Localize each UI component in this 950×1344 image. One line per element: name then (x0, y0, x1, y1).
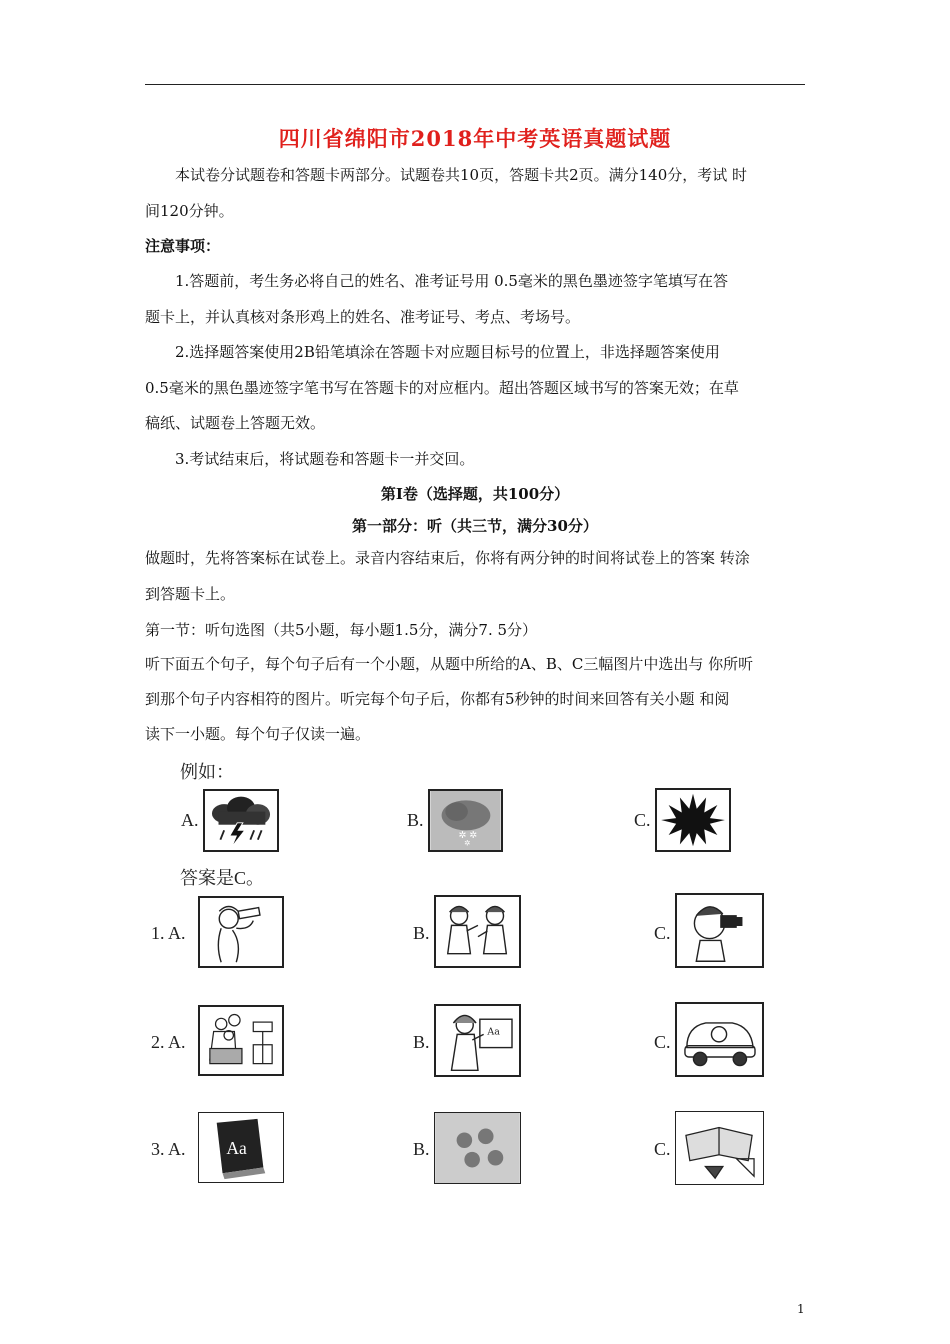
boy-with-camera-icon (675, 893, 764, 968)
board-text: Aa (487, 1026, 500, 1038)
q3-option-c: C. (654, 1139, 671, 1159)
page-number: 1 (797, 1302, 805, 1316)
snow-cloud-icon (428, 789, 503, 852)
part-heading: 第一部分：听（共三节，满分30分） (352, 517, 598, 535)
teacher-at-board-icon (434, 1004, 521, 1077)
q1-option-c: C. (654, 923, 671, 943)
q2-option-b: B. (413, 1032, 430, 1052)
example-label: 例如： (180, 762, 234, 782)
part-intro-line-1: 做题时，先将答案标在试卷上。录音内容结束后，你将有两分钟的时间将试卷上的答案 转涂 (145, 549, 750, 567)
storm-cloud-icon (203, 789, 279, 852)
doc-title: 四川省绵阳市2018年中考英语真题试题 (278, 126, 672, 151)
q3-option-a: 3. A. (151, 1139, 186, 1159)
example-option-c: C. (634, 810, 651, 830)
notice-heading: 注意事项： (145, 237, 221, 255)
note-2-line-3: 稿纸、试题卷上答题无效。 (145, 414, 326, 432)
dictionary-book-icon (198, 1112, 284, 1183)
intro-line-2: 间120分钟。 (145, 202, 234, 220)
two-children-talking-icon (434, 895, 521, 968)
section-intro-line-3: 读下一小题。每个句子仅读一遍。 (145, 725, 371, 743)
drinking-person-icon (198, 896, 284, 968)
note-2-line-1: 2.选择题答案使用2B铅笔填涂在答题卡对应题目标号的位置上，非选择题答案使用 (175, 343, 720, 361)
example-option-a: A. (181, 810, 199, 830)
header-rule (145, 84, 805, 85)
dictionary-text: Aa (226, 1137, 247, 1158)
note-3-line-1: 3.考试结束后，将试题卷和答题卡一并交回。 (175, 450, 475, 468)
svg-text:✲ ✲: ✲ ✲ (458, 829, 478, 841)
book-and-ruler-icon (675, 1111, 764, 1185)
sun-icon (655, 788, 731, 852)
q2-option-a: 2. A. (151, 1032, 186, 1052)
section-intro-line-1: 听下面五个句子，每个句子后有一个小题，从题中所给的A、B、C三幅图片中选出与 你所听 (145, 655, 754, 673)
note-1-line-1: 1.答题前，考生务必将自己的姓名、准考证号用 0.5毫米的黑色墨迹签字笔填写在答 (175, 272, 728, 290)
note-1-line-2: 题卡上，并认真核对条形鸡上的姓名、准考证号、考点、考场号。 (145, 308, 581, 326)
part-intro-line-2: 到答题卡上。 (145, 585, 236, 603)
q1-option-a: 1. A. (151, 923, 186, 943)
note-2-line-2: 0.5毫米的黑色墨迹签字笔书写在答题卡的对应框内。超出答题区域书写的答案无效；在草 (145, 379, 739, 397)
intro-line-1: 本试卷分试题卷和答题卡两部分。试题卷共10页，答题卡共2页。满分140分，考试 时 (175, 166, 748, 184)
car-driver-icon (675, 1002, 764, 1077)
example-option-b: B. (407, 810, 424, 830)
volume-heading: 第I卷（选择题，共100分） (380, 485, 570, 503)
q2-option-c: C. (654, 1032, 671, 1052)
faces-painting-icon (434, 1112, 521, 1184)
q3-option-b: B. (413, 1139, 430, 1159)
section-intro-line-2: 到那个句子内容相符的图片。听完每个句子后，你都有5秒钟的时间来回答有关小题 和阅 (145, 690, 730, 708)
q1-option-b: B. (413, 923, 430, 943)
section-heading: 第一节：听句选图（共5小题，每小题1.5分，满分7. 5分） (145, 621, 538, 639)
family-group-icon (198, 1005, 284, 1076)
svg-text:✲: ✲ (464, 838, 471, 848)
example-answer: 答案是C。 (180, 868, 265, 888)
